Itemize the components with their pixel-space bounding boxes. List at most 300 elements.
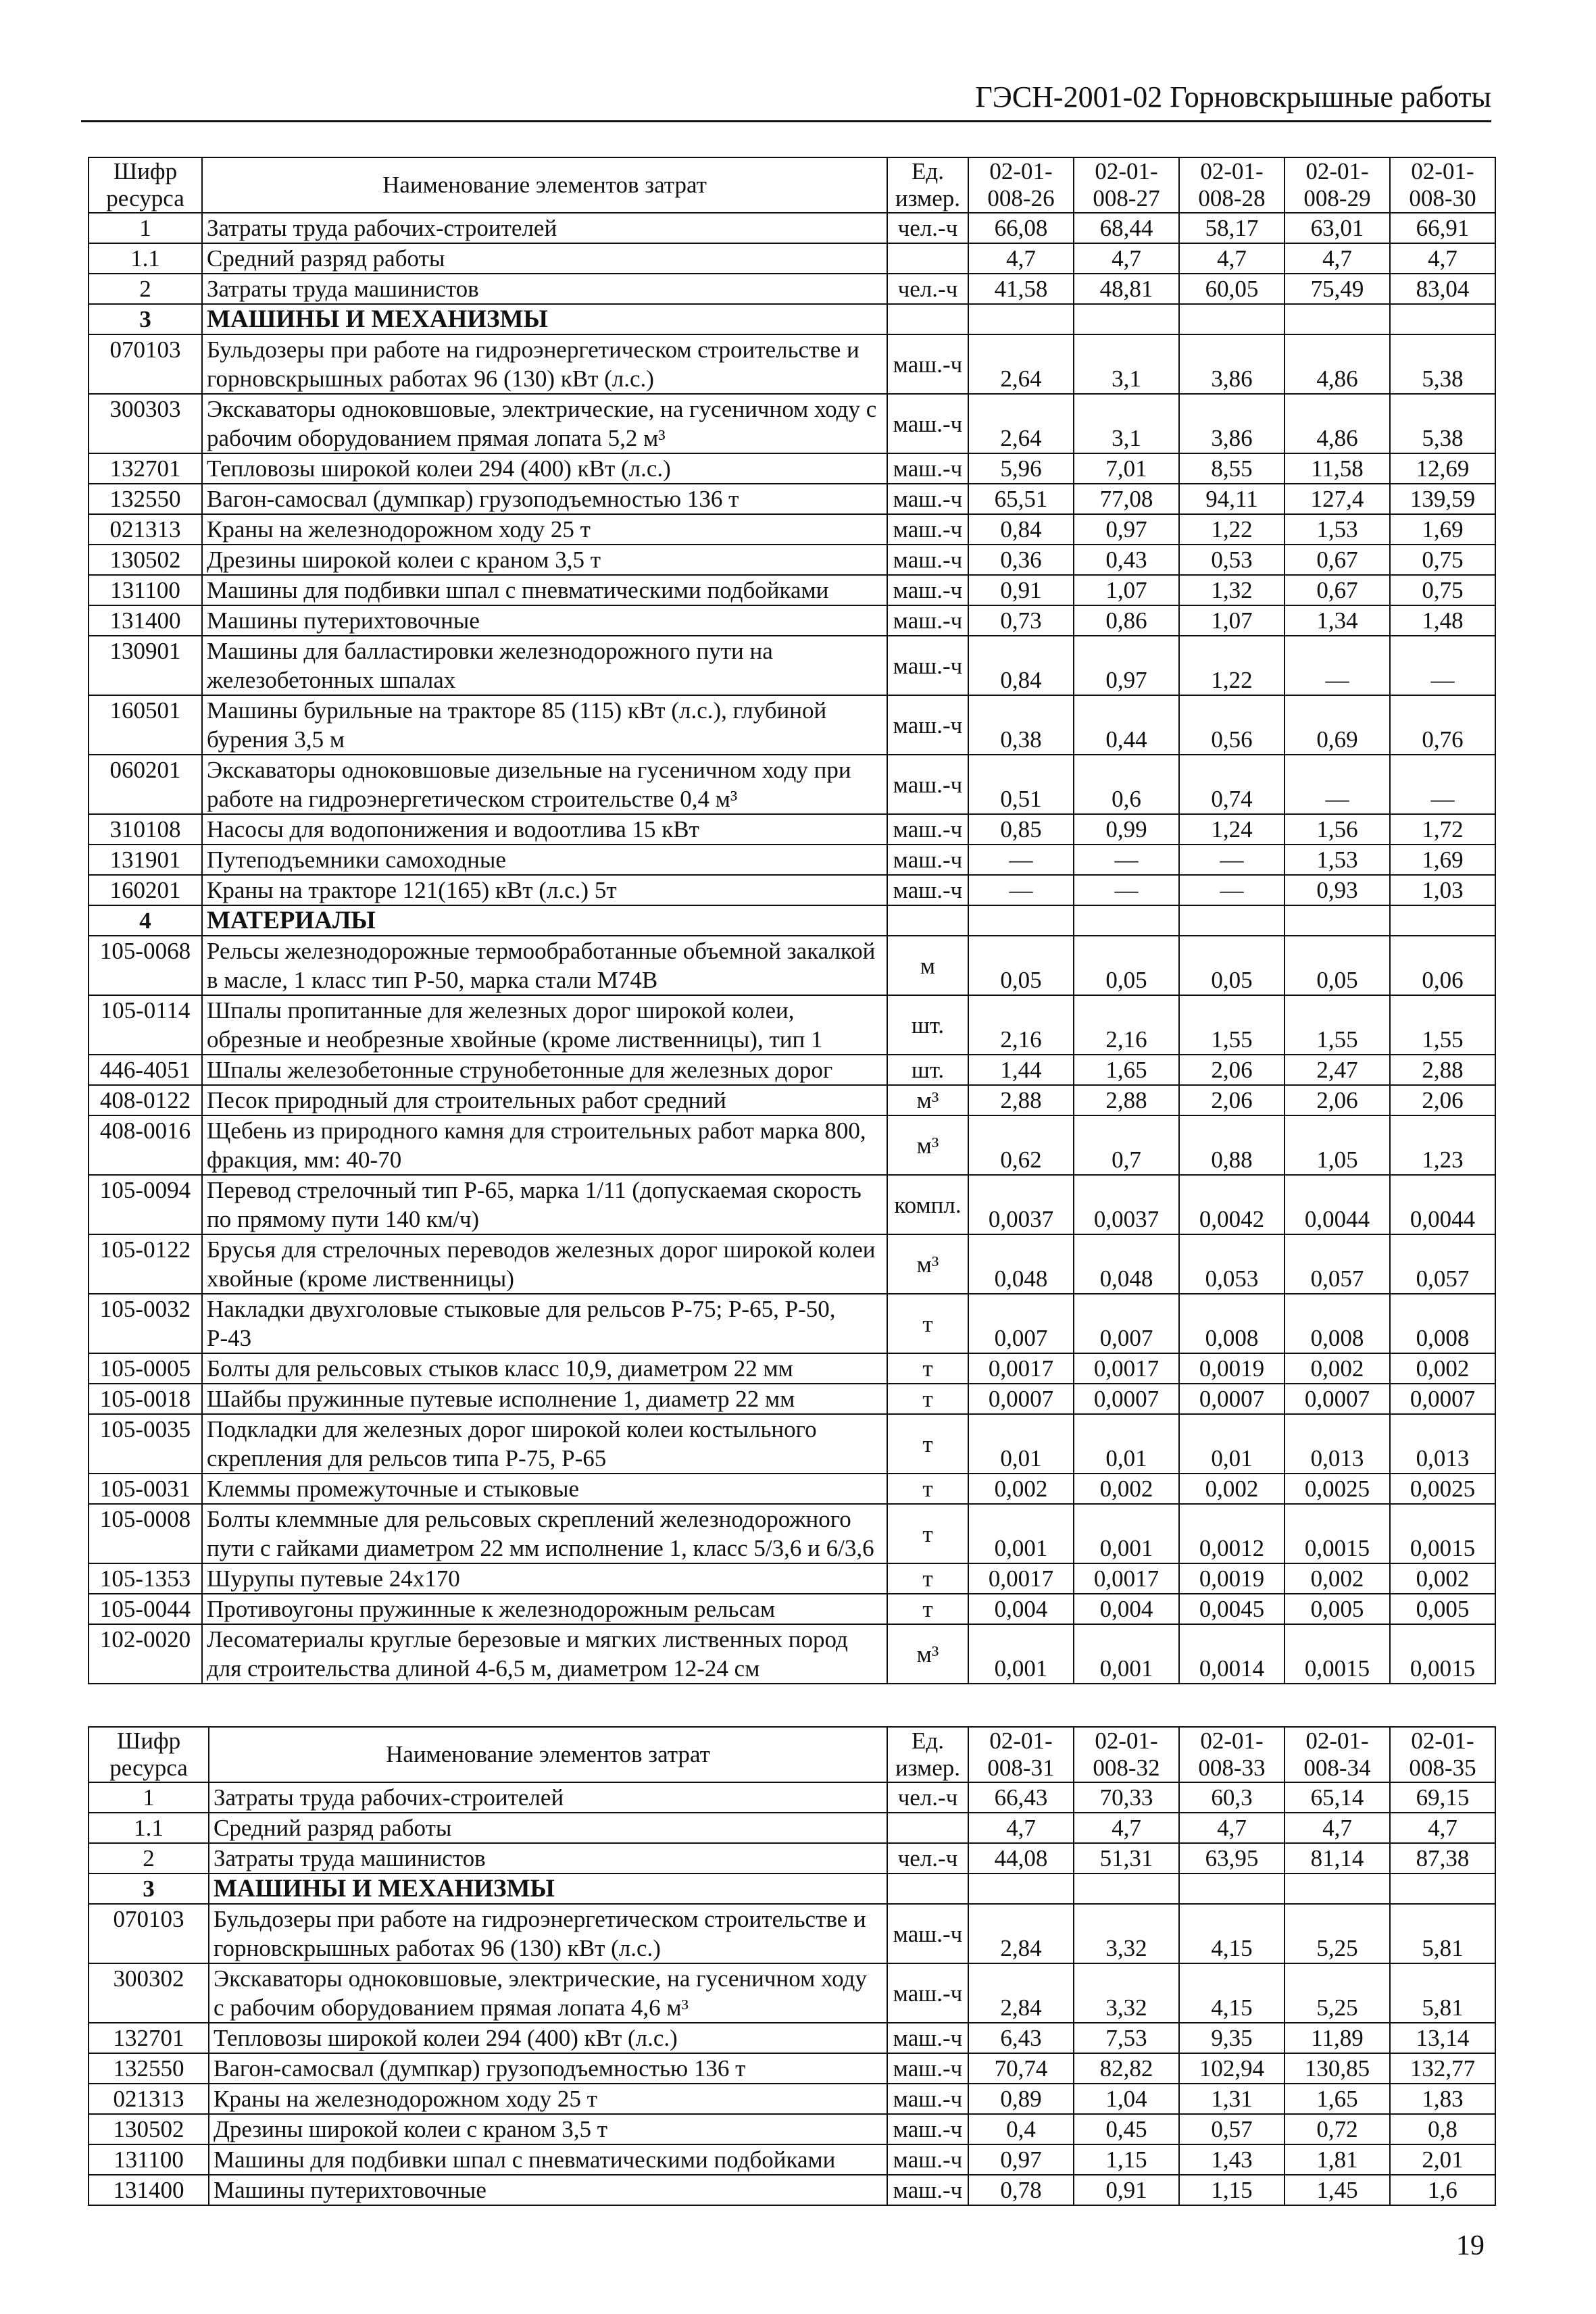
cost-element-name: Болты клеммные для рельсовых скреплений железнодорожного пути с гайками диаметром 22 мм исполнение 1, класс 5/3,6 и 6/3,6 (202, 1504, 887, 1563)
norm-value: 0,013 (1390, 1414, 1495, 1474)
norm-value: 0,6 (1074, 755, 1179, 814)
cost-element-name: Машины для балластировки железнодорожного пути на железобетонных шпалах (202, 636, 887, 695)
resource-code: 131400 (89, 605, 202, 636)
table-row (89, 695, 1495, 755)
resource-code: 105-0032 (89, 1294, 202, 1353)
resource-code: 105-1353 (89, 1563, 202, 1594)
cost-element-name: Болты для рельсовых стыков класс 10,9, диаметром 22 мм (202, 1353, 887, 1384)
norm-value: 0,8 (1390, 2114, 1495, 2144)
resource-code: 408-0016 (89, 1115, 202, 1175)
unit-cell: маш.-ч (887, 453, 968, 484)
norm-value: 4,7 (1074, 243, 1179, 274)
norm-value: 2,84 (968, 1963, 1074, 2023)
norm-value: 0,06 (1390, 936, 1495, 995)
cost-element-name: Щебень из природного камня для строительных работ марка 800, фракция, мм: 40-70 (202, 1115, 887, 1175)
cost-element-name: Затраты труда машинистов (202, 274, 887, 304)
unit-cell: т (887, 1353, 968, 1384)
resource-code: 160201 (89, 875, 202, 905)
norm-value: 75,49 (1285, 274, 1390, 304)
norm-value: 0,0025 (1285, 1474, 1390, 1504)
norm-value (1390, 304, 1495, 334)
norm-value: 1,23 (1390, 1115, 1495, 1175)
norm-value (1179, 304, 1285, 334)
norm-value: 66,08 (968, 213, 1074, 243)
table-row (89, 1294, 1495, 1353)
unit-cell: м³ (887, 1234, 968, 1294)
norm-value: 0,0012 (1179, 1504, 1285, 1563)
norm-value: 0,67 (1285, 545, 1390, 575)
norm-value: 0,0017 (968, 1563, 1074, 1594)
norm-value: 0,97 (968, 2144, 1074, 2175)
cost-element-name: Брусья для стрелочных переводов железных дорог широкой колеи хвойные (кроме лиственницы) (202, 1234, 887, 1294)
header-rule (81, 120, 1491, 122)
norm-value: 3,32 (1074, 1963, 1179, 2023)
column-header-code: Шифр ресурса (89, 1727, 209, 1782)
unit-cell: т (887, 1594, 968, 1624)
column-header-norm: 02-01-008-32 (1074, 1727, 1179, 1782)
norm-value: 1,72 (1390, 814, 1495, 845)
norm-value: 68,44 (1074, 213, 1179, 243)
cost-element-name: Насосы для водопонижения и водоотлива 15 кВт (202, 814, 887, 845)
norm-value (1285, 1873, 1390, 1904)
cost-element-name: Песок природный для строительных работ средний (202, 1085, 887, 1115)
norm-value: 0,007 (968, 1294, 1074, 1353)
column-header-norm: 02-01-008-35 (1390, 1727, 1495, 1782)
unit-cell: маш.-ч (887, 2114, 968, 2144)
norm-value: 48,81 (1074, 274, 1179, 304)
unit-cell: маш.-ч (887, 1963, 968, 2023)
norm-value: 0,38 (968, 695, 1074, 755)
unit-cell (887, 905, 968, 936)
norm-value: 66,43 (968, 1782, 1074, 1813)
norm-value: 8,55 (1179, 453, 1285, 484)
norm-value: 1,31 (1179, 2084, 1285, 2114)
norm-value: 4,7 (1179, 1813, 1285, 1843)
norm-value: 0,0015 (1390, 1504, 1495, 1563)
cost-element-name: Шурупы путевые 24x170 (202, 1563, 887, 1594)
norm-value: 0,057 (1285, 1234, 1390, 1294)
resource-code: 4 (89, 905, 202, 936)
norm-value: 4,86 (1285, 334, 1390, 394)
norm-value: 0,75 (1390, 575, 1495, 605)
cost-element-name: Средний разряд работы (209, 1813, 887, 1843)
norm-value: 5,81 (1390, 1904, 1495, 1963)
norm-value: 0,0017 (1074, 1353, 1179, 1384)
norm-value: 1,55 (1390, 995, 1495, 1055)
norm-value: 1,56 (1285, 814, 1390, 845)
table-row (89, 1474, 1495, 1504)
cost-element-name: Экскаваторы одноковшовые дизельные на гусеничном ходу при работе на гидроэнергетическом строительстве 0,4 м³ (202, 755, 887, 814)
norm-value: 1,55 (1285, 995, 1390, 1055)
resource-code: 131100 (89, 575, 202, 605)
cost-element-name: МАТЕРИАЛЫ (202, 905, 887, 936)
norm-value: — (968, 875, 1074, 905)
norm-value: — (1179, 875, 1285, 905)
norm-value: 0,57 (1179, 2114, 1285, 2144)
cost-element-name: Перевод стрелочный тип Р-65, марка 1/11 (допускаемая скорость по прямому пути 140 км/ч) (202, 1175, 887, 1234)
norm-value: 0,53 (1179, 545, 1285, 575)
norm-value: 0,7 (1074, 1115, 1179, 1175)
norm-value: 0,004 (968, 1594, 1074, 1624)
resource-code: 105-0031 (89, 1474, 202, 1504)
norm-value: 0,007 (1074, 1294, 1179, 1353)
norm-value: 1,69 (1390, 845, 1495, 875)
norm-value: 70,74 (968, 2053, 1074, 2084)
page-number: 19 (1456, 2230, 1485, 2261)
norm-value: 0,0015 (1285, 1504, 1390, 1563)
norm-value: 65,51 (968, 484, 1074, 514)
unit-cell: маш.-ч (887, 2053, 968, 2084)
norm-value: 0,0007 (1074, 1384, 1179, 1414)
resource-code: 060201 (89, 755, 202, 814)
norm-value (1074, 304, 1179, 334)
norm-value: 1,83 (1390, 2084, 1495, 2114)
norm-value: 3,86 (1179, 334, 1285, 394)
norm-value: 0,4 (968, 2114, 1074, 2144)
unit-cell: т (887, 1414, 968, 1474)
norm-value: — (1074, 875, 1179, 905)
norm-value: 2,88 (1074, 1085, 1179, 1115)
norm-value (1179, 1873, 1285, 1904)
norm-value: — (1285, 636, 1390, 695)
resource-code: 3 (89, 1873, 209, 1904)
cost-element-name: Затраты труда рабочих-строителей (209, 1782, 887, 1813)
table-row (89, 1055, 1495, 1085)
table-row (89, 1963, 1495, 2023)
cost-element-name: Краны на железнодорожном ходу 25 т (209, 2084, 887, 2114)
norm-value: 2,06 (1285, 1085, 1390, 1115)
norm-value: 1,53 (1285, 514, 1390, 545)
unit-cell (887, 1813, 968, 1843)
resource-code: 021313 (89, 514, 202, 545)
table-row (89, 636, 1495, 695)
norm-value: 1,65 (1074, 1055, 1179, 1085)
table-row (89, 484, 1495, 514)
unit-cell: маш.-ч (887, 695, 968, 755)
norm-value: 0,36 (968, 545, 1074, 575)
norm-value: 2,88 (1390, 1055, 1495, 1085)
norm-value: 0,002 (968, 1474, 1074, 1504)
norm-value: 0,008 (1285, 1294, 1390, 1353)
cost-element-name: Рельсы железнодорожные термообработанные объемной закалкой в масле, 1 класс тип Р-50, марка стали М74В (202, 936, 887, 995)
norm-value: 0,0017 (968, 1353, 1074, 1384)
norm-value: 0,88 (1179, 1115, 1285, 1175)
norm-value: 0,73 (968, 605, 1074, 636)
norm-value: 4,15 (1179, 1904, 1285, 1963)
table-row (89, 2144, 1495, 2175)
cost-element-name: Краны на тракторе 121(165) кВт (л.с.) 5т (202, 875, 887, 905)
norm-value: 0,0014 (1179, 1624, 1285, 1684)
norm-value: 1,07 (1179, 605, 1285, 636)
norm-value: 0,74 (1179, 755, 1285, 814)
resource-code: 132701 (89, 453, 202, 484)
unit-cell: шт. (887, 1055, 968, 1085)
resource-code: 105-0018 (89, 1384, 202, 1414)
cost-element-name: Краны на железнодорожном ходу 25 т (202, 514, 887, 545)
unit-cell: м (887, 936, 968, 995)
unit-cell: маш.-ч (887, 755, 968, 814)
norm-value: 5,96 (968, 453, 1074, 484)
table-row (89, 1353, 1495, 1384)
cost-element-name: Шпалы пропитанные для железных дорог широкой колеи, обрезные и необрезные хвойные (кроме лиственницы), тип 1 (202, 995, 887, 1055)
norm-value (1390, 1873, 1495, 1904)
resource-code: 102-0020 (89, 1624, 202, 1684)
table-row (89, 1813, 1495, 1843)
norm-value: 0,013 (1285, 1414, 1390, 1474)
norm-value: 83,04 (1390, 274, 1495, 304)
norm-value: 5,25 (1285, 1904, 1390, 1963)
norm-value: 5,81 (1390, 1963, 1495, 2023)
cost-element-name: МАШИНЫ И МЕХАНИЗМЫ (202, 304, 887, 334)
norm-value (1285, 905, 1390, 936)
norm-value: 0,75 (1390, 545, 1495, 575)
norm-value: 4,7 (1285, 243, 1390, 274)
norm-value: 60,3 (1179, 1782, 1285, 1813)
cost-element-name: Машины путерихтовочные (202, 605, 887, 636)
cost-element-name: Дрезины широкой колеи с краном 3,5 т (202, 545, 887, 575)
resource-code: 105-0008 (89, 1504, 202, 1563)
norm-value: 0,78 (968, 2175, 1074, 2205)
resource-code: 131100 (89, 2144, 209, 2175)
norm-value: 130,85 (1285, 2053, 1390, 2084)
norm-value: 0,008 (1179, 1294, 1285, 1353)
norm-value: 0,45 (1074, 2114, 1179, 2144)
norm-value: 0,053 (1179, 1234, 1285, 1294)
norm-value (1285, 304, 1390, 334)
unit-cell: маш.-ч (887, 875, 968, 905)
norm-value: 0,048 (1074, 1234, 1179, 1294)
unit-cell: т (887, 1563, 968, 1594)
column-header-code: Шифр ресурса (89, 157, 202, 213)
resource-code: 131400 (89, 2175, 209, 2205)
resource-code: 1 (89, 1782, 209, 1813)
resource-code: 132550 (89, 484, 202, 514)
norm-value: 0,97 (1074, 514, 1179, 545)
norm-value: 0,0017 (1074, 1563, 1179, 1594)
cost-element-name: Подкладки для железных дорог широкой колеи костыльного скрепления для рельсов типа Р-75, Р-65 (202, 1414, 887, 1474)
norm-value: 1,03 (1390, 875, 1495, 905)
unit-cell: маш.-ч (887, 2023, 968, 2053)
norm-value: 12,69 (1390, 453, 1495, 484)
unit-cell: маш.-ч (887, 814, 968, 845)
norm-value: 44,08 (968, 1843, 1074, 1873)
unit-cell: маш.-ч (887, 605, 968, 636)
norm-value: 60,05 (1179, 274, 1285, 304)
norm-value: 0,002 (1390, 1353, 1495, 1384)
norm-value: 0,0007 (1285, 1384, 1390, 1414)
norm-value: 0,002 (1285, 1563, 1390, 1594)
norm-value: 0,002 (1179, 1474, 1285, 1504)
column-header-unit: Ед. измер. (887, 1727, 968, 1782)
norm-value: 0,0015 (1390, 1624, 1495, 1684)
norm-value: 4,7 (1390, 243, 1495, 274)
table-row (89, 2053, 1495, 2084)
resource-code: 408-0122 (89, 1085, 202, 1115)
column-header-norm: 02-01-008-27 (1074, 157, 1179, 213)
norm-value: 1,65 (1285, 2084, 1390, 2114)
norm-value: 0,05 (1285, 936, 1390, 995)
resource-code: 131901 (89, 845, 202, 875)
unit-cell: м³ (887, 1085, 968, 1115)
cost-element-name: Вагон-самосвал (думпкар) грузоподъемностью 136 т (209, 2053, 887, 2084)
resource-code: 130502 (89, 545, 202, 575)
cost-element-name: МАШИНЫ И МЕХАНИЗМЫ (209, 1873, 887, 1904)
norm-value (1179, 905, 1285, 936)
norm-value: 0,001 (1074, 1624, 1179, 1684)
norm-value: 1,22 (1179, 514, 1285, 545)
table-row (89, 575, 1495, 605)
norm-value: 0,97 (1074, 636, 1179, 695)
norm-value: 0,05 (968, 936, 1074, 995)
norm-value: 63,01 (1285, 213, 1390, 243)
norm-value: 127,4 (1285, 484, 1390, 514)
column-header-norm: 02-01-008-26 (968, 157, 1074, 213)
norm-value: 2,06 (1179, 1055, 1285, 1085)
table-row (89, 1624, 1495, 1684)
table-row (89, 1085, 1495, 1115)
norm-value: 0,0007 (1179, 1384, 1285, 1414)
unit-cell: маш.-ч (887, 845, 968, 875)
norm-value: 1,24 (1179, 814, 1285, 845)
table-row (89, 936, 1495, 995)
norm-value: 1,34 (1285, 605, 1390, 636)
table-row (89, 514, 1495, 545)
cost-element-name: Путеподъемники самоходные (202, 845, 887, 875)
norm-value: 13,14 (1390, 2023, 1495, 2053)
norm-value: 1,43 (1179, 2144, 1285, 2175)
resource-code: 300302 (89, 1963, 209, 2023)
norm-value: 70,33 (1074, 1782, 1179, 1813)
cost-element-name: Затраты труда машинистов (209, 1843, 887, 1873)
table-row (89, 1504, 1495, 1563)
table-row (89, 605, 1495, 636)
norm-value: 0,84 (968, 636, 1074, 695)
norm-value: 0,62 (968, 1115, 1074, 1175)
norm-value: 2,01 (1390, 2144, 1495, 2175)
table-row (89, 814, 1495, 845)
resource-code: 1 (89, 213, 202, 243)
unit-cell: чел.-ч (887, 1843, 968, 1873)
norm-value: 51,31 (1074, 1843, 1179, 1873)
norm-value: 9,35 (1179, 2023, 1285, 2053)
norm-value (968, 1873, 1074, 1904)
column-header-norm: 02-01-008-34 (1285, 1727, 1390, 1782)
norm-value: 0,002 (1285, 1353, 1390, 1384)
unit-cell: маш.-ч (887, 514, 968, 545)
norm-value: 0,0025 (1390, 1474, 1495, 1504)
norm-value: 139,59 (1390, 484, 1495, 514)
norm-value: 77,08 (1074, 484, 1179, 514)
unit-cell: маш.-ч (887, 1904, 968, 1963)
norm-value: 7,53 (1074, 2023, 1179, 2053)
norm-value: 0,048 (968, 1234, 1074, 1294)
resource-code: 310108 (89, 814, 202, 845)
table-row (89, 755, 1495, 814)
norm-value: 63,95 (1179, 1843, 1285, 1873)
resource-code: 105-0044 (89, 1594, 202, 1624)
section-row (89, 905, 1495, 936)
norm-value (1074, 905, 1179, 936)
norm-value: 1,15 (1179, 2175, 1285, 2205)
table-row (89, 2084, 1495, 2114)
resource-code: 105-0068 (89, 936, 202, 995)
norm-value: 2,47 (1285, 1055, 1390, 1085)
norm-value: 5,38 (1390, 334, 1495, 394)
column-header-name: Наименование элементов затрат (202, 157, 887, 213)
norm-value: 0,85 (968, 814, 1074, 845)
norm-value: — (1390, 636, 1495, 695)
norm-value: 2,06 (1390, 1085, 1495, 1115)
norm-value: 0,05 (1074, 936, 1179, 995)
table-row (89, 875, 1495, 905)
unit-cell (887, 304, 968, 334)
norm-value: 0,01 (1179, 1414, 1285, 1474)
resource-code: 105-0035 (89, 1414, 202, 1474)
column-header-norm: 02-01-008-30 (1390, 157, 1495, 213)
table-row (89, 2175, 1495, 2205)
unit-cell: маш.-ч (887, 545, 968, 575)
unit-cell: маш.-ч (887, 394, 968, 453)
norm-value: — (968, 845, 1074, 875)
table-row (89, 1414, 1495, 1474)
norm-value: 2,16 (968, 995, 1074, 1055)
norm-value: 4,86 (1285, 394, 1390, 453)
norm-value: 0,0019 (1179, 1353, 1285, 1384)
resource-code: 1.1 (89, 1813, 209, 1843)
resource-code: 1.1 (89, 243, 202, 274)
norm-value: 2,06 (1179, 1085, 1285, 1115)
table-row (89, 1115, 1495, 1175)
norm-value: — (1285, 755, 1390, 814)
header-row (89, 1727, 1495, 1782)
unit-cell: т (887, 1474, 968, 1504)
norm-value: 1,07 (1074, 575, 1179, 605)
resource-code: 130901 (89, 636, 202, 695)
norm-value: 4,7 (1074, 1813, 1179, 1843)
norm-value: 0,91 (968, 575, 1074, 605)
cost-element-name: Тепловозы широкой колеи 294 (400) кВт (л.с.) (209, 2023, 887, 2053)
cost-element-name: Вагон-самосвал (думпкар) грузоподъемностью 136 т (202, 484, 887, 514)
norm-value: 65,14 (1285, 1782, 1390, 1813)
cost-element-name: Лесоматериалы круглые березовые и мягких лиственных пород для строительства длиной 4-6,5 м, диаметром 12-24 см (202, 1624, 887, 1684)
cost-element-name: Экскаваторы одноковшовые, электрические, на гусеничном ходу с рабочим оборудованием прямая лопата 5,2 м³ (202, 394, 887, 453)
cost-element-name: Противоугоны пружинные к железнодорожным рельсам (202, 1594, 887, 1624)
norm-value: 0,0015 (1285, 1624, 1390, 1684)
norm-value: 1,55 (1179, 995, 1285, 1055)
norm-value: 4,7 (968, 243, 1074, 274)
unit-cell (887, 1873, 968, 1904)
norm-value: 0,44 (1074, 695, 1179, 755)
norm-value: 0,43 (1074, 545, 1179, 575)
norm-value: 0,0045 (1179, 1594, 1285, 1624)
cost-element-name: Бульдозеры при работе на гидроэнергетическом строительстве и горновскрышных работах 96 (130) кВт (л.с.) (202, 334, 887, 394)
norm-value: 0,0042 (1179, 1175, 1285, 1234)
cost-element-name: Машины бурильные на тракторе 85 (115) кВт (л.с.), глубиной бурения 3,5 м (202, 695, 887, 755)
norm-value: — (1390, 755, 1495, 814)
norm-value: 0,99 (1074, 814, 1179, 845)
norm-value: 5,25 (1285, 1963, 1390, 2023)
table-row (89, 1175, 1495, 1234)
norm-value (1074, 1873, 1179, 1904)
table-row (89, 1843, 1495, 1873)
norm-value: 69,15 (1390, 1782, 1495, 1813)
norm-value: 4,7 (968, 1813, 1074, 1843)
resource-code: 130502 (89, 2114, 209, 2144)
table-row (89, 213, 1495, 243)
table-row (89, 1904, 1495, 1963)
norm-value: 5,38 (1390, 394, 1495, 453)
norm-value: 1,04 (1074, 2084, 1179, 2114)
